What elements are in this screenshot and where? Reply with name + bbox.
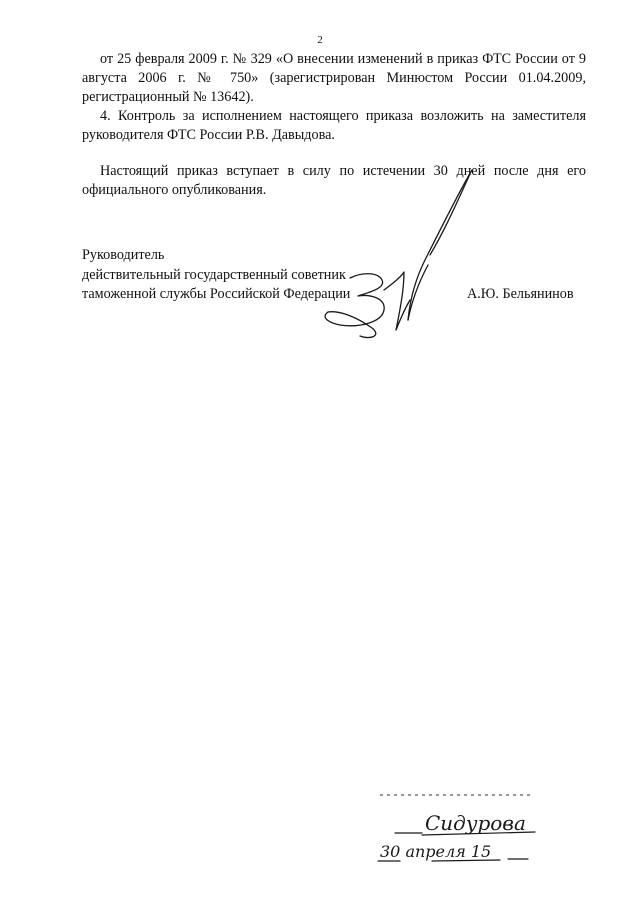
paragraph-continuation: от 25 февраля 2009 г. № 329 «О внесении изменений в приказ ФТС России от 9 августа 2006 г. № 750» (зарегистрирован Минюстом России 01.04.2009, регистрационный № 13642). bbox=[82, 51, 586, 105]
handwritten-signature-icon bbox=[300, 160, 500, 350]
paragraph-control: 4. Контроль за исполнением настоящего приказа возложить на заместителя руководителя ФТС России Р.В. Давыдова. bbox=[82, 108, 586, 143]
signatory-title-line1: Руководитель bbox=[82, 247, 165, 263]
stamp-handwritten-date: 30 апреля 15 bbox=[380, 842, 492, 861]
stamp-handwritten-name: Сидурова bbox=[425, 811, 526, 835]
page-number: 2 bbox=[317, 34, 323, 46]
signatory-name: А.Ю. Бельянинов bbox=[467, 286, 574, 302]
signatory-title-line3: таможенной службы Российской Федерации bbox=[82, 286, 351, 302]
receipt-stamp-icon bbox=[360, 785, 560, 885]
signatory-title-line2: действительный государственный советник bbox=[82, 266, 346, 283]
paragraph-effective: Настоящий приказ вступает в силу по истечении 30 дней после дня его официального опубликования. bbox=[82, 163, 586, 198]
